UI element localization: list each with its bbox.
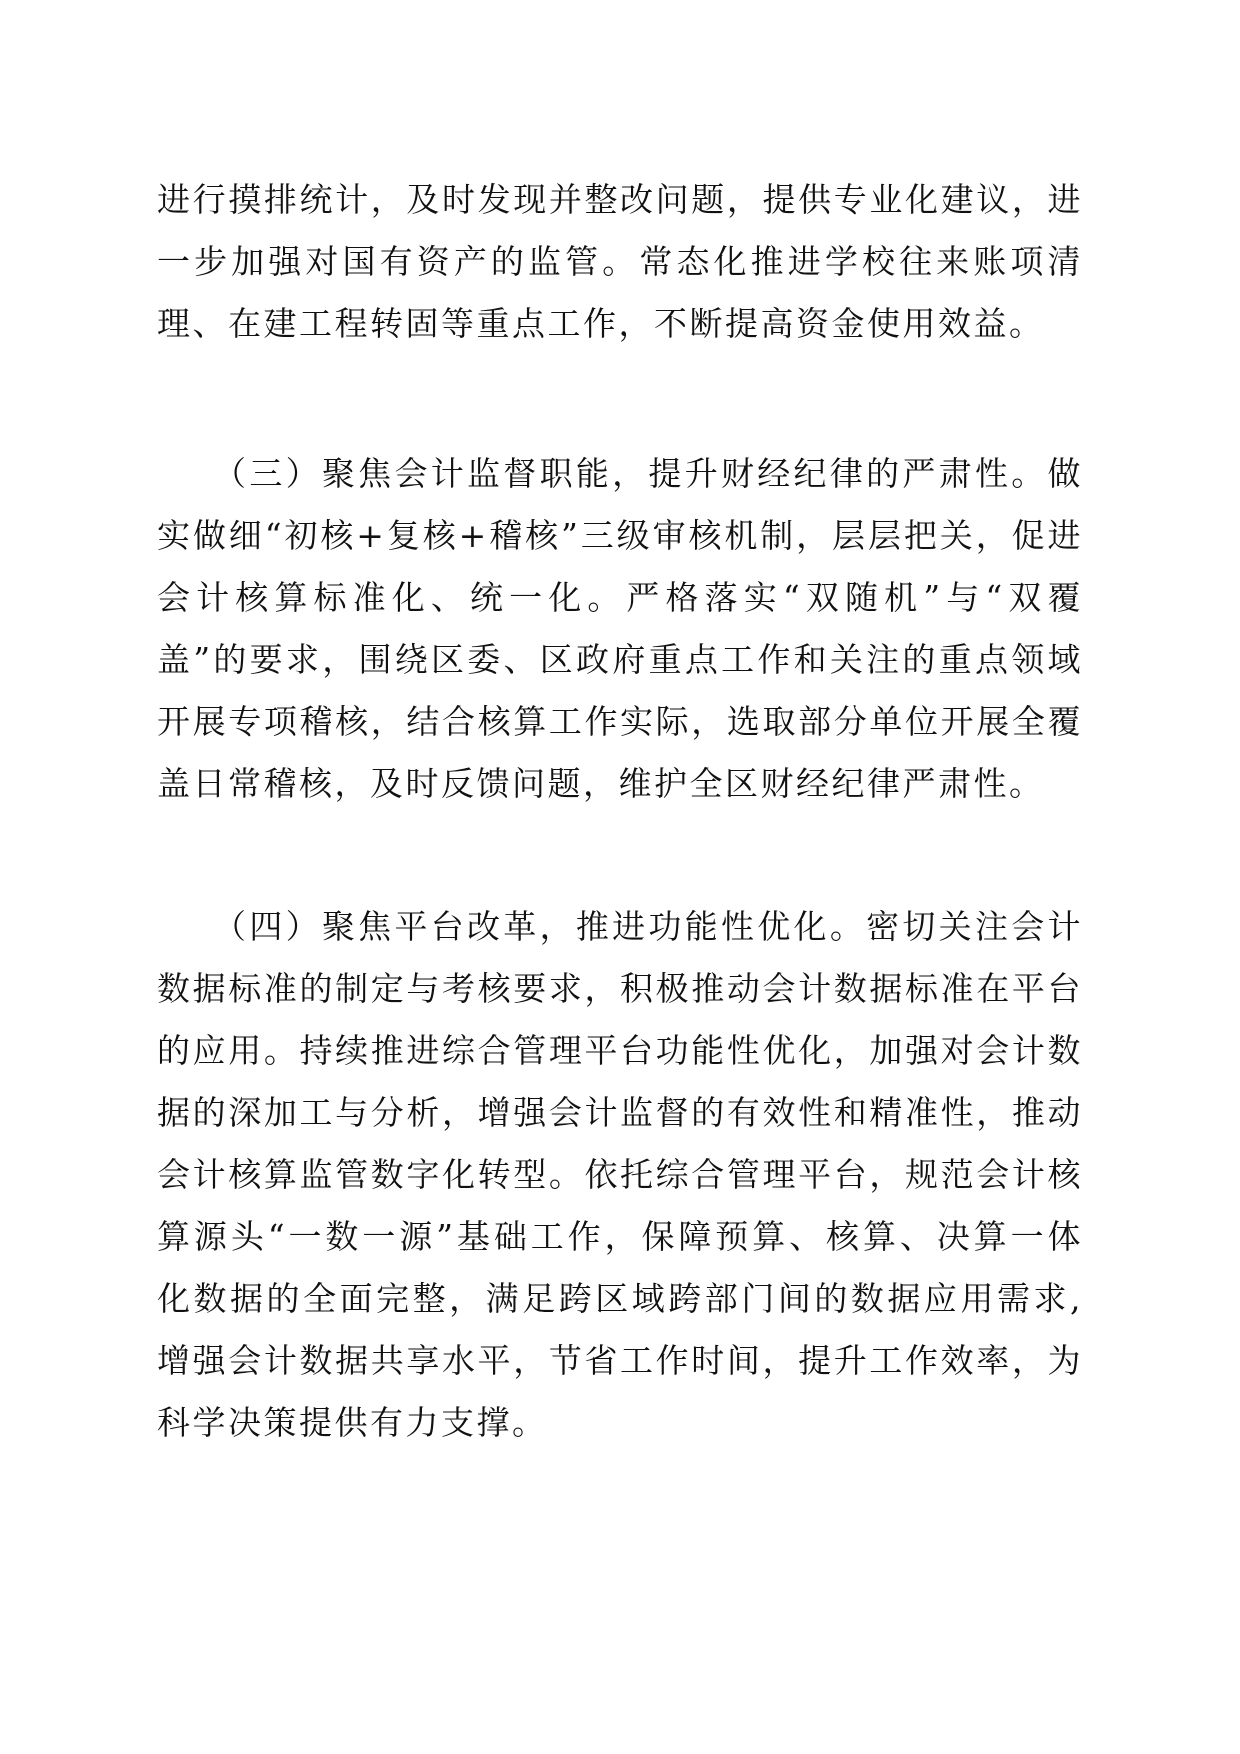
paragraph-platform-reform: （四）聚焦平台改革，推进功能性优化。密切关注会计数据标准的制定与考核要求，积极推动会计数据标准在平台的应用。持续推进综合管理平台功能性优化，加强对会计数据的深加工与分析，增强会计监督的有效性和精准性，推动会计核算监管数字化转型。依托综合管理平台，规范会计核算源头“一数一源”基础工作，保障预算、核算、决算一体化数据的全面完整，满足跨区域跨部门间的数据应用需求,增强会计数据共享水平，节省工作时间，提升工作效率，为科学决策提供有力支撑。 bbox=[157, 907, 1083, 1442]
paragraph-accounting-supervision: （三）聚焦会计监督职能，提升财经纪律的严肃性。做实做细“初核+复核+稽核”三级审核机制，层层把关，促进会计核算标准化、统一化。严格落实“双随机”与“双覆盖”的要求，围绕区委、区政府重点工作和关注的重点领域开展专项稽核，结合核算工作实际，选取部分单位开展全覆盖日常稽核，及时反馈问题，维护全区财经纪律严肃性。 bbox=[157, 454, 1083, 803]
paragraph-asset-supervision: 进行摸排统计，及时发现并整改问题，提供专业化建议，进一步加强对国有资产的监管。常态化推进学校往来账项清理、在建工程转固等重点工作，不断提高资金使用效益。 bbox=[157, 180, 1083, 343]
